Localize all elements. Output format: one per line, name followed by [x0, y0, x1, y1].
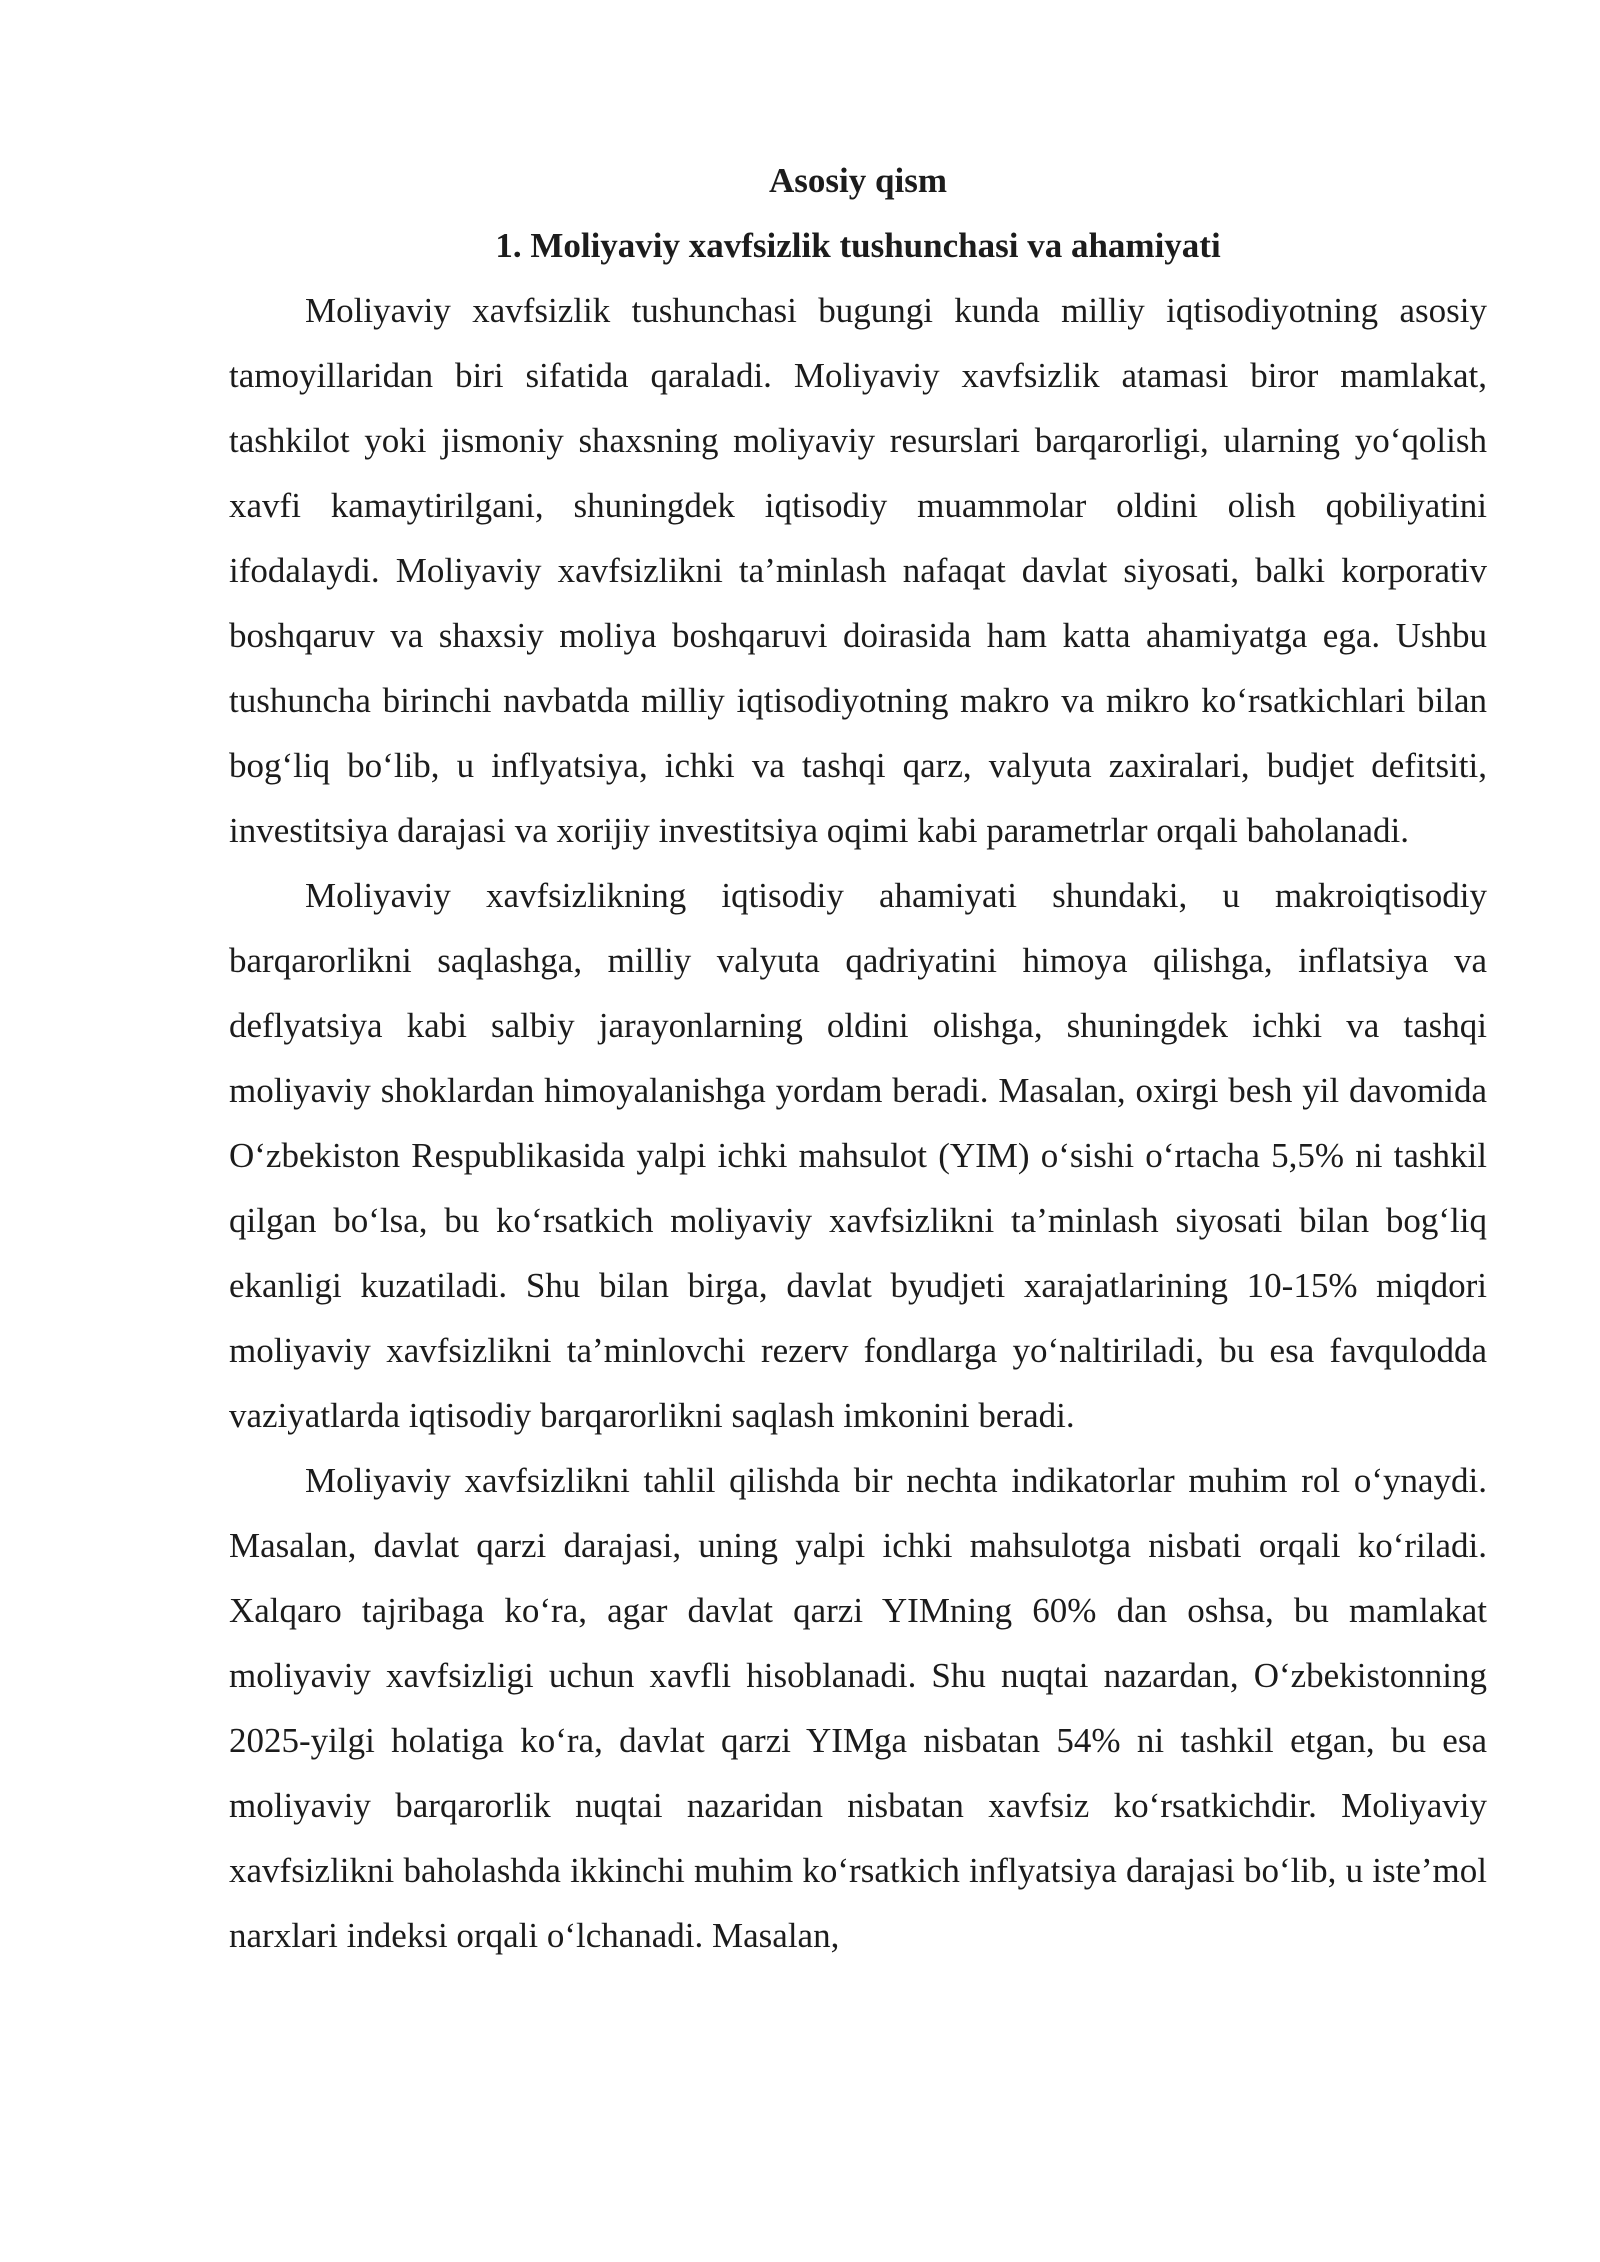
document-body — [229, 148, 1487, 1968]
paragraph-1: Moliyaviy xavfsizlik tushunchasi bugungi kunda milliy iqtisodiyotning asosiy tamoyillaridan biri sifatida qaraladi. Moliyaviy xavfsizlik atamasi biror mamlakat, tashkilot yoki jismoniy shaxsning moliyaviy resurslari barqarorligi, ularning yo‘qolish xavfi kamaytirilgani, shuningdek iqtisodiy muammolar oldini olish qobiliyatini ifodalaydi. Moliyaviy xavfsizlikni ta’minlash nafaqat davlat siyosati, balki korporativ boshqaruv va shaxsiy moliya boshqaruvi doirasida ham katta ahamiyatga ega. Ushbu tushuncha birinchi navbatda milliy iqtisodiyotning makro va mikro ko‘rsatkichlari bilan bog‘liq bo‘lib, u inflyatsiya, ichki va tashqi qarz, valyuta zaxiralari, budjet defitsiti, investitsiya darajasi va xorijiy investitsiya oqimi kabi parametrlar orqali baholanadi. — [229, 291, 1487, 850]
paragraph-2: Moliyaviy xavfsizlikning iqtisodiy ahamiyati shundaki, u makroiqtisodiy barqarorlikni saqlashga, milliy valyuta qadriyatini himoya qilishga, inflatsiya va deflyatsiya kabi salbiy jarayonlarning oldini olishga, shuningdek ichki va tashqi moliyaviy shoklardan himoyalanishga yordam beradi. Masalan, oxirgi besh yil davomida O‘zbekiston Respublikasida yalpi ichki mahsulot (YIM) o‘sishi o‘rtacha 5,5% ni tashkil qilgan bo‘lsa, bu ko‘rsatkich moliyaviy xavfsizlikni ta’minlash siyosati bilan bog‘liq ekanligi kuzatiladi. Shu bilan birga, davlat byudjeti xarajatlarining 10-15% miqdori moliyaviy xavfsizlikni ta’minlovchi rezerv fondlarga yo‘naltiriladi, bu esa favqulodda vaziyatlarda iqtisodiy barqarorlikni saqlash imkonini beradi. — [229, 876, 1487, 1435]
section-title: Asosiy qism — [769, 161, 947, 200]
chapter-title: 1. Moliyaviy xavfsizlik tushunchasi va ahamiyati — [495, 226, 1221, 265]
paragraph-3: Moliyaviy xavfsizlikni tahlil qilishda bir nechta indikatorlar muhim rol o‘ynaydi. Masalan, davlat qarzi darajasi, uning yalpi ichki mahsulotga nisbati orqali ko‘riladi. Xalqaro tajribaga ko‘ra, agar davlat qarzi YIMning 60% dan oshsa, bu mamlakat moliyaviy xavfsizligi uchun xavfli hisoblanadi. Shu nuqtai nazardan, O‘zbekistonning 2025-yilgi holatiga ko‘ra, davlat qarzi YIMga nisbatan 54% ni tashkil etgan, bu esa moliyaviy barqarorlik nuqtai nazaridan nisbatan xavfsiz ko‘rsatkichdir. Moliyaviy xavfsizlikni baholashda ikkinchi muhim ko‘rsatkich inflyatsiya darajasi bo‘lib, u iste’mol narxlari indeksi orqali o‘lchanadi. Masalan, — [229, 1461, 1487, 1955]
